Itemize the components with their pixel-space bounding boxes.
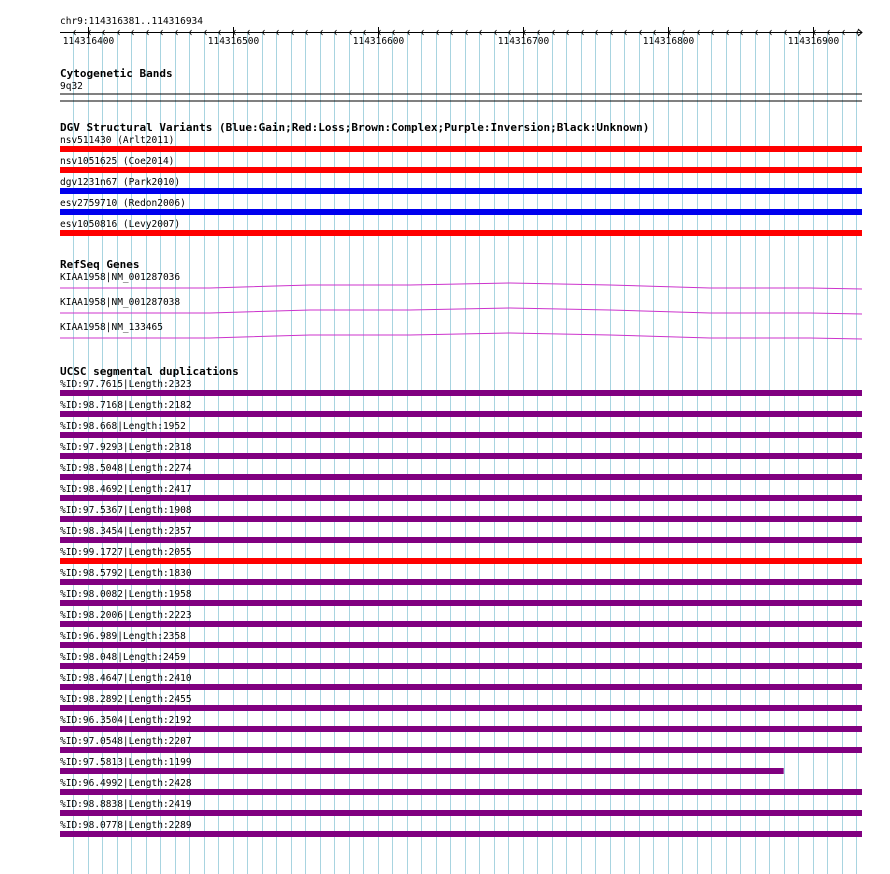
segdup-feature-label: %ID:97.5813|Length:1199 — [60, 757, 192, 768]
segdup-feature-label: %ID:98.668|Length:1952 — [60, 421, 186, 432]
dgv-feature-label: esv2759710 (Redon2006) — [60, 198, 186, 209]
segdup-feature-label: %ID:98.4647|Length:2410 — [60, 673, 192, 684]
segdup-feature-label: %ID:97.5367|Length:1908 — [60, 505, 192, 516]
segdup-feature-bar[interactable] — [60, 768, 784, 774]
refseq-gene-label: KIAA1958|NM_133465 — [60, 322, 163, 333]
segdup-feature-bar[interactable] — [60, 474, 862, 480]
ruler-tick-label: 114316600 — [352, 36, 405, 47]
locus-label: chr9:114316381..114316934 — [60, 16, 203, 27]
refseq-gene-model[interactable] — [60, 333, 862, 339]
dgv-feature-label: nsv1051625 (Coe2014) — [60, 156, 175, 167]
segdup-feature-bar[interactable] — [60, 516, 862, 522]
segdup-feature-label: %ID:96.4992|Length:2428 — [60, 778, 192, 789]
segdup-feature-bar[interactable] — [60, 642, 862, 648]
segdup-feature-bar[interactable] — [60, 831, 862, 837]
dgv-feature-bar[interactable] — [60, 146, 862, 152]
dgv-feature-label: nsv511430 (Arlt2011) — [60, 135, 175, 146]
segdup-feature-bar[interactable] — [60, 705, 862, 711]
segdup-feature-bar[interactable] — [60, 495, 862, 501]
refseq-gene-label: KIAA1958|NM_001287038 — [60, 297, 181, 308]
dgv-feature-label: dgv1231n67 (Park2010) — [60, 177, 181, 188]
ruler-tick-label: 114316400 — [62, 36, 115, 47]
segdup-feature-label: %ID:97.7615|Length:2323 — [60, 379, 192, 390]
segdup-feature-label: %ID:98.0082|Length:1958 — [60, 589, 192, 600]
segdup-feature-bar[interactable] — [60, 432, 862, 438]
segdup-feature-label: %ID:97.0548|Length:2207 — [60, 736, 192, 747]
refseq-gene-model[interactable] — [60, 308, 862, 314]
segdup-feature-label: %ID:99.1727|Length:2055 — [60, 547, 192, 558]
segdup-feature-label: %ID:96.3504|Length:2192 — [60, 715, 192, 726]
dgv-feature-bar[interactable] — [60, 209, 862, 215]
dgv-feature-bar[interactable] — [60, 167, 862, 173]
segdup-feature-bar[interactable] — [60, 537, 862, 543]
ruler-tick-label: 114316900 — [787, 36, 840, 47]
segdup-feature-bar[interactable] — [60, 810, 862, 816]
segdup-feature-bar[interactable] — [60, 663, 862, 669]
segdup-feature-label: %ID:98.8838|Length:2419 — [60, 799, 192, 810]
segdup-feature-label: %ID:98.048|Length:2459 — [60, 652, 186, 663]
segdup-feature-label: %ID:98.4692|Length:2417 — [60, 484, 192, 495]
segdup-feature-label: %ID:98.2892|Length:2455 — [60, 694, 192, 705]
cytoband-track-title: Cytogenetic Bands — [60, 67, 173, 80]
segdup-feature-label: %ID:98.3454|Length:2357 — [60, 526, 192, 537]
refseq-track-title: RefSeq Genes — [60, 258, 140, 271]
segdup-feature-bar[interactable] — [60, 621, 862, 627]
segdup-feature-bar[interactable] — [60, 600, 862, 606]
cytoband-track — [60, 67, 862, 101]
segdup-feature-label: %ID:98.2006|Length:2223 — [60, 610, 192, 621]
dgv-feature-bar[interactable] — [60, 188, 862, 194]
dgv-track-title: DGV Structural Variants (Blue:Gain;Red:Loss;Brown:Complex;Purple:Inversion;Black:Unknown) — [60, 121, 650, 134]
segdup-feature-label: %ID:98.5048|Length:2274 — [60, 463, 192, 474]
segdup-feature-bar[interactable] — [60, 747, 862, 753]
ruler-tick-label: 114316700 — [497, 36, 550, 47]
ruler-tick-label: 114316800 — [642, 36, 695, 47]
cytoband-label: 9q32 — [60, 81, 83, 92]
segdup-feature-bar[interactable] — [60, 558, 862, 564]
coordinate-ruler[interactable] — [60, 27, 862, 47]
refseq-gene-model[interactable] — [60, 283, 862, 289]
dgv-feature-label: esv1050816 (Levy2007) — [60, 219, 181, 230]
segdup-feature-bar[interactable] — [60, 390, 862, 396]
segdup-feature-label: %ID:98.7168|Length:2182 — [60, 400, 192, 411]
dgv-track — [60, 121, 862, 236]
segdup-feature-label: %ID:96.989|Length:2358 — [60, 631, 186, 642]
segdup-feature-label: %ID:97.9293|Length:2318 — [60, 442, 192, 453]
segdup-feature-label: %ID:98.5792|Length:1830 — [60, 568, 192, 579]
segdup-track — [60, 365, 862, 837]
segdup-feature-bar[interactable] — [60, 579, 862, 585]
segdup-feature-bar[interactable] — [60, 453, 862, 459]
refseq-gene-label: KIAA1958|NM_001287036 — [60, 272, 181, 283]
segdup-feature-bar[interactable] — [60, 726, 862, 732]
dgv-feature-bar[interactable] — [60, 230, 862, 236]
segdup-feature-bar[interactable] — [60, 684, 862, 690]
segdup-feature-bar[interactable] — [60, 411, 862, 417]
ruler-tick-label: 114316500 — [207, 36, 260, 47]
segdup-track-title: UCSC segmental duplications — [60, 365, 239, 378]
segdup-feature-bar[interactable] — [60, 789, 862, 795]
segdup-feature-label: %ID:98.0778|Length:2289 — [60, 820, 192, 831]
refseq-track — [60, 258, 862, 339]
